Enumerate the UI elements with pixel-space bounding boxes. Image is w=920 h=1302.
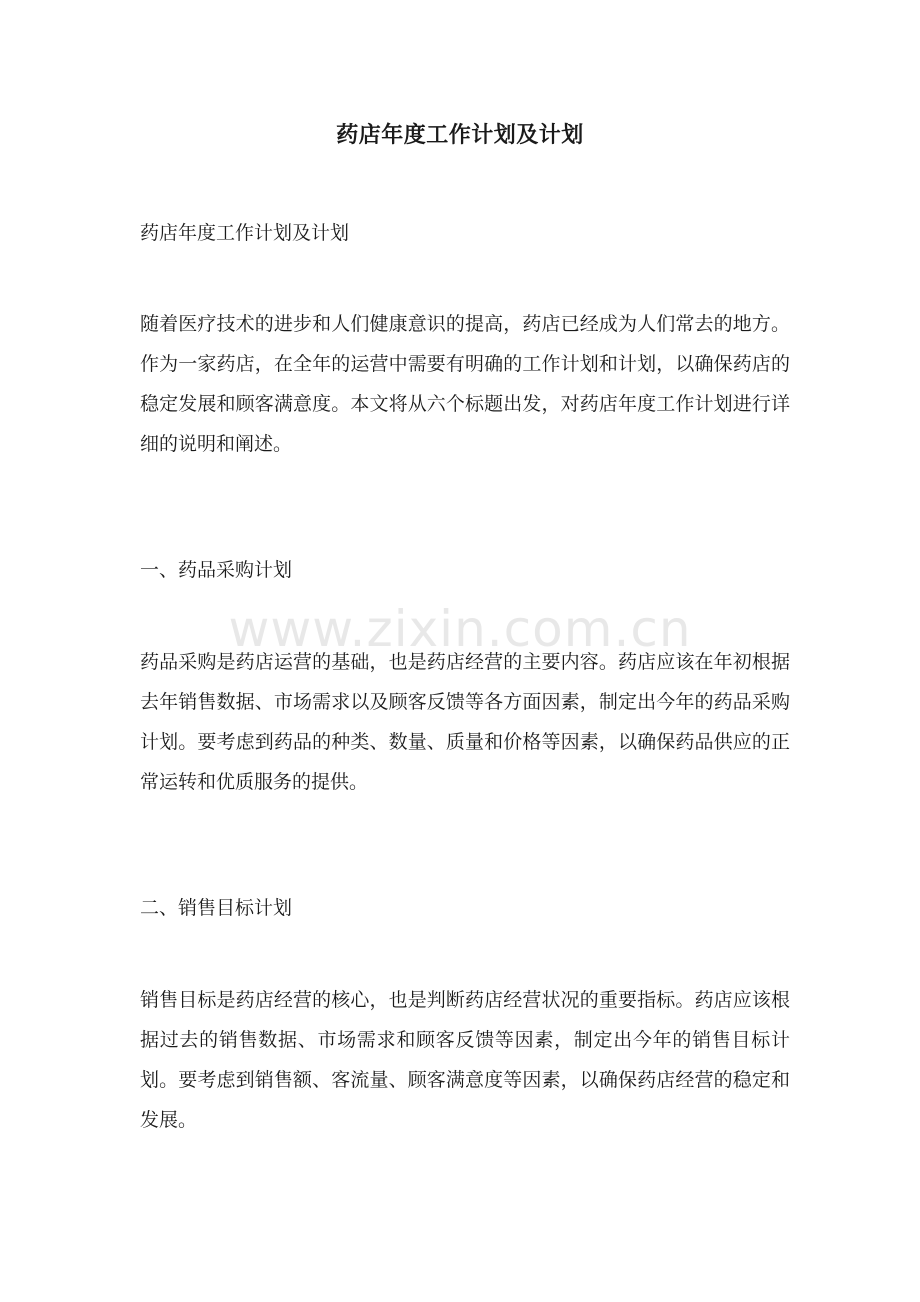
document-title: 药店年度工作计划及计划 [336, 122, 584, 148]
section-heading-sales-target: 二、销售目标计划 [140, 897, 293, 919]
section-body-procurement: 药品采购是药店运营的基础，也是药店经营的主要内容。药店应该在年初根据去年销售数据、市场需求以及顾客反馈等各方面因素，制定出今年的药品采购计划。要考虑到药品的种类、数量、质量和价格等因素，以确保药品供应的正常运转和优质服务的提供。 [140, 651, 790, 793]
section-body-sales-target: 销售目标是药店经营的核心，也是判断药店经营状况的重要指标。药店应该根据过去的销售数据、市场需求和顾客反馈等因素，制定出今年的销售目标计划。要考虑到销售额、客流量、顾客满意度等因素，以确保药店经营的稳定和发展。 [140, 989, 790, 1131]
watermark: www.zixin.com.cn [228, 600, 692, 658]
document-subtitle: 药店年度工作计划及计划 [140, 222, 350, 244]
section-heading-procurement: 一、药品采购计划 [140, 559, 293, 581]
intro-paragraph: 随着医疗技术的进步和人们健康意识的提高，药店已经成为人们常去的地方。作为一家药店，在全年的运营中需要有明确的工作计划和计划，以确保药店的稳定发展和顾客满意度。本文将从六个标题出发，对药店年度工作计划进行详细的说明和阐述。 [140, 313, 790, 455]
